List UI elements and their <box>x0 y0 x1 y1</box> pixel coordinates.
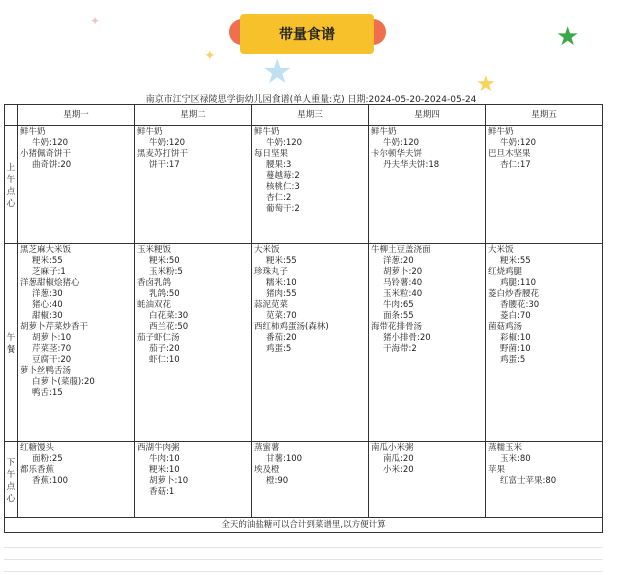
ingredient-item: 乳鸽:50 <box>149 289 180 299</box>
menu-cell <box>18 126 135 244</box>
ingredient-item: 小米:20 <box>383 465 414 475</box>
menu-cell <box>486 126 603 244</box>
day-header: 星期四 <box>369 105 486 126</box>
dish-name: 苹果 <box>488 465 506 475</box>
dish-name: 珍珠丸子 <box>254 267 289 277</box>
ingredient-item: 豆腐干:20 <box>32 355 72 365</box>
menu-cell <box>135 442 252 518</box>
ingredient-item: 粳米:55 <box>32 256 63 266</box>
ingredient-item: 核桃仁:3 <box>266 182 300 192</box>
menu-cell <box>135 244 252 442</box>
ingredient-item: 猪心:40 <box>32 300 63 310</box>
dish-name: 黑麦苏打饼干 <box>137 149 189 159</box>
ingredient-item: 杏仁:17 <box>500 160 531 170</box>
menu-cell <box>369 244 486 442</box>
ingredient-item: 玉米粉:5 <box>149 267 183 277</box>
dish-name: 鲜牛奶 <box>488 127 514 137</box>
ingredient-item: 牛奶:120 <box>149 138 186 148</box>
dish-name: 萝卜丝鸭舌汤 <box>20 366 72 376</box>
meal-row <box>5 244 603 442</box>
dish-name: 红糖馒头 <box>20 443 55 453</box>
menu-cell <box>252 442 369 518</box>
dish-name: 每日坚果 <box>254 149 289 159</box>
ingredient-item: 鸭舌:15 <box>32 388 63 398</box>
dish-name: 红烧鸡腿 <box>488 267 523 277</box>
ingredient-item: 猪小排骨:20 <box>383 333 431 343</box>
ingredient-item: 野菌:10 <box>500 344 531 354</box>
ingredient-item: 粳米:55 <box>500 256 531 266</box>
day-header: 星期三 <box>252 105 369 126</box>
ingredient-item: 糯米:10 <box>266 278 297 288</box>
footer-row <box>5 518 603 533</box>
dish-name: 西红柿鸡蛋汤(森林) <box>254 322 329 332</box>
ingredient-item: 甘薯:100 <box>266 454 303 464</box>
sparkle-icon: ✦ <box>204 48 216 64</box>
ingredient-item: 南瓜:20 <box>383 454 414 464</box>
ingredient-item: 牛奶:120 <box>32 138 69 148</box>
ingredient-item: 牛奶:120 <box>266 138 303 148</box>
meal-row <box>5 442 603 518</box>
meal-label-char: 心 <box>6 198 16 209</box>
banner-title: 带量食谱 <box>279 27 335 43</box>
blank-ruled-area <box>4 536 603 572</box>
ingredient-item: 面条:55 <box>383 311 414 321</box>
day-header-row <box>5 105 603 126</box>
ingredient-item: 面粉:25 <box>32 454 63 464</box>
dish-name: 茄子虾仁汤 <box>137 333 180 343</box>
footer-note: 全天的油盐糖可以合计到菜谱里,以方便计算 <box>5 518 603 533</box>
ingredient-item: 猪肉:55 <box>266 289 297 299</box>
ingredient-item: 香菇:1 <box>149 487 175 497</box>
meal-label-char: 心 <box>6 493 16 504</box>
dish-name: 小猪佩奇饼干 <box>20 149 72 159</box>
dish-name: 鲜牛奶 <box>20 127 46 137</box>
meal-label-char: 午 <box>6 332 16 343</box>
ingredient-item: 马铃薯:40 <box>383 278 423 288</box>
dish-name: 埃及橙 <box>254 465 280 475</box>
yellow-star-icon: ★ <box>476 72 496 97</box>
ingredient-item: 饼干:17 <box>149 160 180 170</box>
dish-name: 鲜牛奶 <box>254 127 280 137</box>
dish-name: 大米饭 <box>488 245 514 255</box>
ingredient-item: 西兰花:50 <box>149 322 189 332</box>
dish-name: 香卤乳鸽 <box>137 278 172 288</box>
ingredient-item: 胡萝卜:10 <box>149 476 189 486</box>
meal-row <box>5 126 603 244</box>
meal-label-char: 下 <box>6 457 16 468</box>
dish-name: 洋葱甜椒烩猪心 <box>20 278 80 288</box>
small-sparkle-icon: ✦ <box>90 14 101 28</box>
meal-label <box>5 442 18 518</box>
ingredient-item: 牛奶:120 <box>383 138 420 148</box>
dish-name: 菌菇鸡汤 <box>488 322 523 332</box>
ingredient-item: 葡萄干:2 <box>266 204 300 214</box>
menu-table <box>4 104 603 533</box>
dish-name: 西湖牛肉粥 <box>137 443 180 453</box>
dish-name: 玉米粳饭 <box>137 245 172 255</box>
dish-name: 鲜牛奶 <box>137 127 163 137</box>
dish-name: 蒜泥苋菜 <box>254 300 289 310</box>
ingredient-item: 橙:90 <box>266 476 289 486</box>
menu-cell <box>252 244 369 442</box>
ingredient-item: 胡萝卜:10 <box>32 333 72 343</box>
ingredient-item: 洋葱:20 <box>383 256 414 266</box>
meal-label-char: 点 <box>6 186 16 197</box>
ingredient-item: 粳米:10 <box>149 465 180 475</box>
day-header: 星期五 <box>486 105 603 126</box>
menu-cell <box>252 126 369 244</box>
meal-label <box>5 244 18 442</box>
ingredient-item: 蔓越莓:2 <box>266 171 300 181</box>
meal-label <box>5 126 18 244</box>
ingredient-item: 甜椒:30 <box>32 311 63 321</box>
dish-name: 大米饭 <box>254 245 280 255</box>
ingredient-item: 曲奇饼:20 <box>32 160 72 170</box>
dish-name: 胡萝卜芹菜炒香干 <box>20 322 89 332</box>
ingredient-item: 苋菜:70 <box>266 311 297 321</box>
ingredient-item: 牛肉:65 <box>383 300 414 310</box>
ingredient-item: 香腰花:30 <box>500 300 540 310</box>
day-header: 星期一 <box>18 105 135 126</box>
ingredient-item: 菱白:70 <box>500 311 531 321</box>
dish-name: 蒸蜜薯 <box>254 443 280 453</box>
ingredient-item: 牛奶:120 <box>500 138 537 148</box>
dish-name: 蒸糯玉米 <box>488 443 523 453</box>
ingredient-item: 牛肉:10 <box>149 454 180 464</box>
ingredient-item: 玉米:80 <box>500 454 531 464</box>
menu-cell <box>135 126 252 244</box>
ingredient-item: 鸡蛋:5 <box>500 355 526 365</box>
ingredient-item: 白花菜:30 <box>149 311 189 321</box>
ingredient-item: 鸡腿:110 <box>500 278 537 288</box>
menu-cell <box>369 126 486 244</box>
menu-title: 南京市江宁区禄陵思学街幼儿园食谱(单人重量:克) 日期:2024-05-20-2024-05-24 <box>145 95 477 105</box>
ingredient-item: 茄子:20 <box>149 344 180 354</box>
menu-cell <box>18 442 135 518</box>
meal-label-char: 餐 <box>6 344 16 355</box>
ingredient-item: 干海带:2 <box>383 344 417 354</box>
ingredient-item: 腰果:3 <box>266 160 292 170</box>
ingredient-item: 白萝卜(菜菔):20 <box>32 377 95 387</box>
dish-name: 菱白炒香腰花 <box>488 289 540 299</box>
dish-name: 鲜牛奶 <box>371 127 397 137</box>
corner-cell <box>5 105 18 126</box>
page-banner <box>240 14 374 54</box>
green-star-icon: ★ <box>556 22 580 52</box>
ingredient-item: 丹夫华夫饼:18 <box>383 160 440 170</box>
dish-name: 南瓜小米粥 <box>371 443 414 453</box>
ingredient-item: 鸡蛋:5 <box>266 344 292 354</box>
dish-name: 卡尔顿华夫饼 <box>371 149 423 159</box>
dish-name: 黑芝麻大米饭 <box>20 245 72 255</box>
ingredient-item: 杏仁:2 <box>266 193 292 203</box>
dish-name: 都乐香蕉 <box>20 465 55 475</box>
ingredient-item: 玉米粒:40 <box>383 289 423 299</box>
ingredient-item: 番茄:20 <box>266 333 297 343</box>
ingredient-item: 芹菜茎:70 <box>32 344 72 354</box>
menu-cell <box>486 442 603 518</box>
ingredient-item: 红富士苹果:80 <box>500 476 557 486</box>
dish-name: 巴旦木坚果 <box>488 149 531 159</box>
dish-name: 蚝油双花 <box>137 300 172 310</box>
meal-label-char: 午 <box>6 174 16 185</box>
ingredient-item: 芝麻子:1 <box>32 267 66 277</box>
meal-label-char: 上 <box>6 162 16 173</box>
blue-star-icon: ★ <box>262 52 293 92</box>
ingredient-item: 彩椒:10 <box>500 333 531 343</box>
ingredient-item: 粳米:50 <box>149 256 180 266</box>
meal-label-char: 午 <box>6 469 16 480</box>
dish-name: 牛柳土豆盖浇面 <box>371 245 431 255</box>
dish-name: 海带花排骨汤 <box>371 322 423 332</box>
menu-cell <box>486 244 603 442</box>
ingredient-item: 虾仁:10 <box>149 355 180 365</box>
ingredient-item: 洋葱:30 <box>32 289 63 299</box>
meal-label-char: 点 <box>6 481 16 492</box>
ingredient-item: 粳米:55 <box>266 256 297 266</box>
menu-cell <box>18 244 135 442</box>
ingredient-item: 胡萝卜:20 <box>383 267 423 277</box>
day-header: 星期二 <box>135 105 252 126</box>
ingredient-item: 香蕉:100 <box>32 476 69 486</box>
menu-cell <box>369 442 486 518</box>
